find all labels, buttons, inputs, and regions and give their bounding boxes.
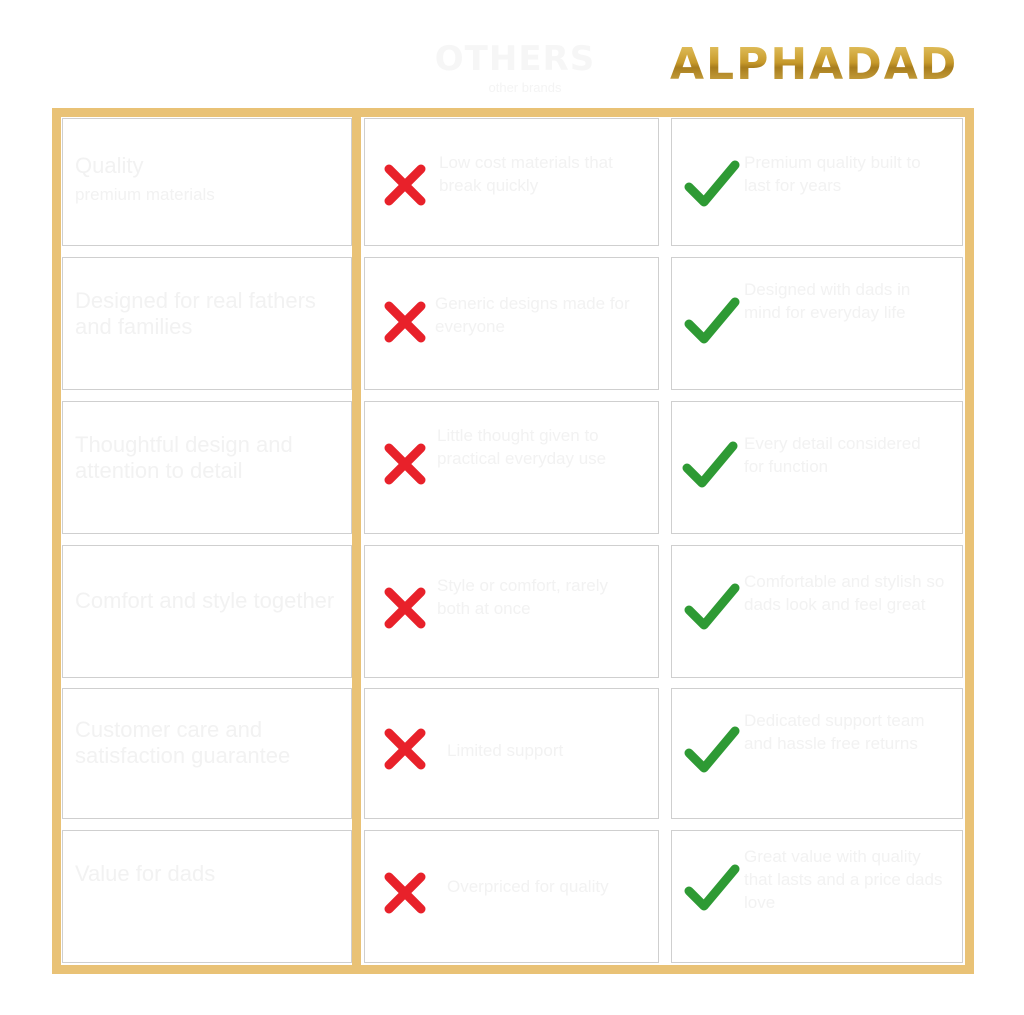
cross-icon xyxy=(381,298,429,346)
others-description: Style or comfort, rarely both at once xyxy=(437,576,608,618)
alphadad-cell xyxy=(671,545,963,678)
feature-cell xyxy=(62,401,352,534)
alphadad-description: Dedicated support team and hassle free returns xyxy=(744,711,925,753)
checkmark-icon xyxy=(684,159,740,209)
alphadad-description: Comfortable and stylish so dads look and feel great xyxy=(744,572,945,614)
competitor-column-subtitle: other brands xyxy=(488,80,562,95)
others-cell xyxy=(364,545,659,678)
feature-cell xyxy=(62,545,352,678)
alphadad-description: Designed with dads in mind for everyday life xyxy=(744,280,911,322)
feature-cell xyxy=(62,257,352,390)
others-description: Little thought given to practical everyday use xyxy=(437,426,607,468)
checkmark-icon xyxy=(684,725,740,775)
checkmark-icon xyxy=(682,440,738,490)
others-description: Low cost materials that break quickly xyxy=(439,153,613,195)
feature-title: Customer care and satisfaction guarantee xyxy=(75,717,291,768)
others-cell xyxy=(364,257,659,390)
column-divider xyxy=(352,108,361,974)
checkmark-icon xyxy=(684,863,740,913)
checkmark-icon xyxy=(684,582,740,632)
others-cell xyxy=(364,830,659,963)
alphadad-description: Great value with quality that lasts and a price dads love xyxy=(744,847,943,912)
cross-icon xyxy=(381,584,429,632)
others-cell xyxy=(364,688,659,819)
feature-cell xyxy=(62,118,352,246)
alphadad-logo: ALPHADAD xyxy=(670,39,959,90)
others-description: Generic designs made for everyone xyxy=(435,294,630,336)
others-cell xyxy=(364,118,659,246)
alphadad-cell xyxy=(671,257,963,390)
alphadad-description: Every detail considered for function xyxy=(744,434,921,476)
cross-icon xyxy=(381,869,429,917)
alphadad-cell xyxy=(671,688,963,819)
alphadad-description: Premium quality built to last for years xyxy=(744,153,921,195)
others-description: Limited support xyxy=(447,741,564,760)
feature-cell xyxy=(62,688,352,819)
alphadad-cell xyxy=(671,401,963,534)
alphadad-cell xyxy=(671,830,963,963)
feature-title: Value for dads xyxy=(75,861,216,886)
feature-cell xyxy=(62,830,352,963)
cross-icon xyxy=(381,161,429,209)
others-cell xyxy=(364,401,659,534)
others-description: Overpriced for quality xyxy=(447,877,609,896)
feature-title: Quality xyxy=(75,153,144,178)
feature-subtitle: premium materials xyxy=(75,185,215,204)
checkmark-icon xyxy=(684,296,740,346)
competitor-column-title: OTHERS xyxy=(434,39,596,79)
feature-title: Thoughtful design and attention to detail xyxy=(75,432,293,483)
cross-icon xyxy=(381,440,429,488)
alphadad-cell xyxy=(671,118,963,246)
feature-title: Designed for real fathers and families xyxy=(75,288,316,339)
cross-icon xyxy=(381,725,429,773)
feature-title: Comfort and style together xyxy=(75,588,335,613)
